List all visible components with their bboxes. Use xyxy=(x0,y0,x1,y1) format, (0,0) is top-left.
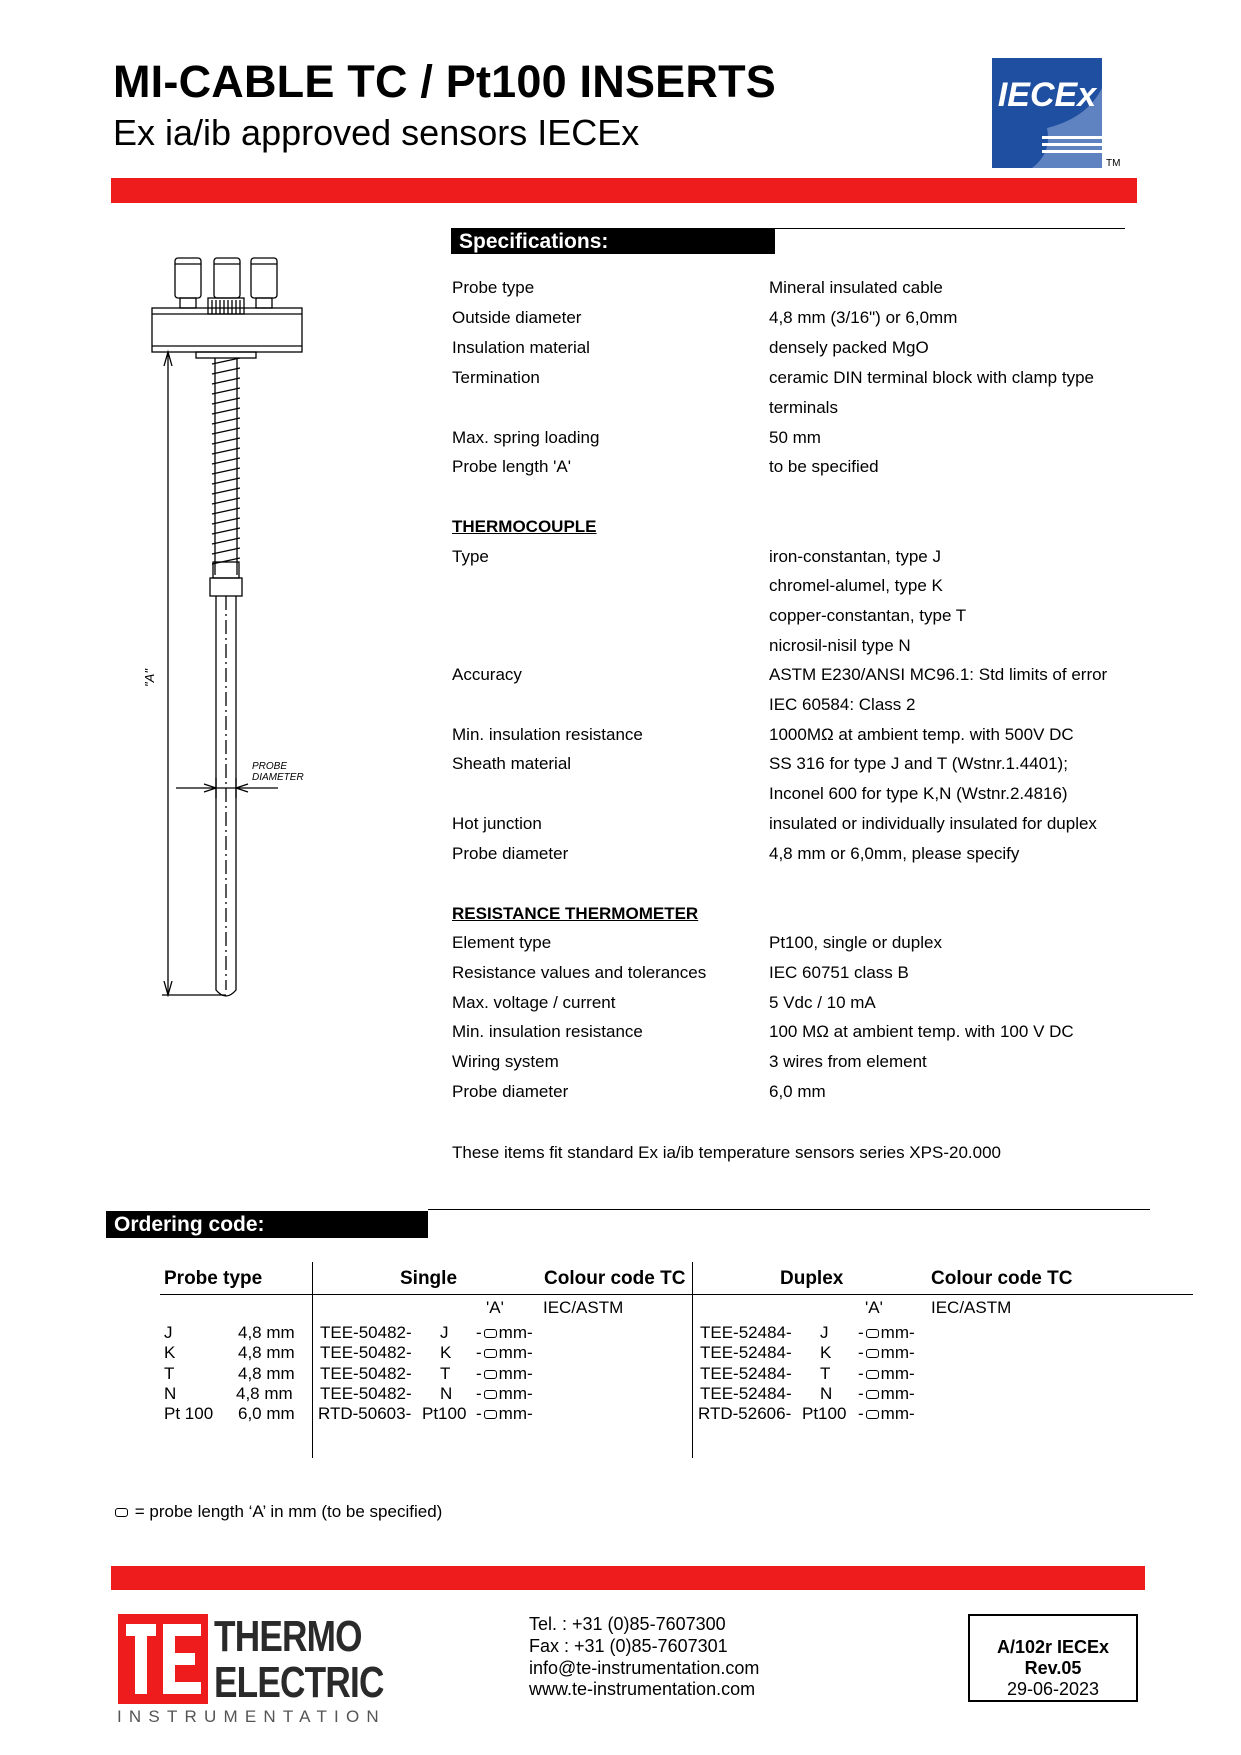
spec-label: Accuracy xyxy=(452,665,522,684)
order-dash: - xyxy=(858,1384,864,1403)
order-mm: mm- xyxy=(880,1364,915,1383)
spec-label: Min. insulation resistance xyxy=(452,1022,643,1041)
footer-red-bar xyxy=(111,1566,1145,1590)
order-dash: - xyxy=(476,1343,482,1362)
order-type: T xyxy=(164,1364,175,1383)
doc-revision: Rev.05 xyxy=(1024,1658,1082,1678)
col-colour-duplex: Colour code TC xyxy=(931,1268,1073,1289)
order-dash: - xyxy=(476,1323,482,1342)
specifications-heading: Specifications: xyxy=(451,228,775,254)
order-duplex-code: RTD-52606- xyxy=(698,1404,792,1423)
page-title: MI-CABLE TC / Pt100 INSERTS xyxy=(113,56,776,107)
header-red-bar xyxy=(111,178,1137,203)
spec-row xyxy=(0,547,1241,577)
order-mm: mm- xyxy=(880,1343,915,1362)
spec-label: Probe diameter xyxy=(452,844,569,863)
probe-diameter-label-1: PROBE xyxy=(252,761,288,772)
spec-row xyxy=(0,725,1241,755)
col-colour-single: Colour code TC xyxy=(544,1268,686,1289)
order-single-code: RTD-50603- xyxy=(318,1404,412,1423)
spec-row xyxy=(0,278,1241,308)
order-dash: - xyxy=(476,1364,482,1383)
length-box-icon xyxy=(484,1370,497,1379)
order-mm: mm- xyxy=(498,1343,533,1362)
spec-row xyxy=(0,844,1241,874)
length-box-icon xyxy=(866,1349,879,1358)
order-duplex-suffix: J xyxy=(820,1323,829,1342)
iecex-logo-text: IECEx xyxy=(997,76,1097,114)
length-legend-text: = probe length ‘A’ in mm (to be specified) xyxy=(134,1502,443,1521)
spec-row xyxy=(0,1022,1241,1052)
order-single-suffix: Pt100 xyxy=(422,1404,467,1423)
spec-value: 50 mm xyxy=(769,428,821,447)
spec-value: 6,0 mm xyxy=(769,1082,826,1101)
length-box-icon xyxy=(484,1349,497,1358)
length-box-icon xyxy=(484,1390,497,1399)
ordering-heading: Ordering code: xyxy=(106,1211,428,1238)
order-dia: 4,8 mm xyxy=(236,1384,293,1403)
col-single: Single xyxy=(400,1268,458,1289)
spec-value: 4,8 mm (3/16") or 6,0mm xyxy=(769,308,958,327)
order-type: N xyxy=(164,1384,177,1403)
order-dash: - xyxy=(476,1384,482,1403)
order-single-length xyxy=(476,1404,533,1424)
page-subtitle: Ex ia/ib approved sensors IECEx xyxy=(113,112,640,153)
length-box-icon xyxy=(866,1329,879,1338)
order-type: J xyxy=(164,1323,173,1342)
spec-value: nicrosil-nisil type N xyxy=(769,636,911,655)
spec-label: Probe type xyxy=(452,278,535,297)
spec-label: Probe length 'A' xyxy=(452,457,571,476)
spec-row xyxy=(0,993,1241,1023)
spec-value: Pt100, single or duplex xyxy=(769,933,942,952)
contact-email[interactable]: info@te-instrumentation.com xyxy=(529,1658,760,1678)
order-duplex-suffix: K xyxy=(820,1343,832,1362)
doc-date: 29-06-2023 xyxy=(1006,1679,1100,1699)
order-duplex-length xyxy=(858,1323,915,1343)
order-type: K xyxy=(164,1343,176,1362)
sub-a-single: 'A' xyxy=(486,1298,504,1317)
doc-id: A/102r IECEx xyxy=(996,1637,1110,1657)
order-duplex-suffix: N xyxy=(820,1384,833,1403)
rtd-heading: RESISTANCE THERMOMETER xyxy=(452,904,699,923)
spec-row xyxy=(0,665,1241,695)
order-mm: mm- xyxy=(498,1404,533,1423)
order-mm: mm- xyxy=(498,1364,533,1383)
order-single-suffix: K xyxy=(440,1343,452,1362)
length-box-icon xyxy=(484,1329,497,1338)
order-dash: - xyxy=(858,1323,864,1342)
length-box-icon xyxy=(866,1390,879,1399)
ordering-divider-2 xyxy=(692,1262,693,1458)
spec-label: Outside diameter xyxy=(452,308,582,327)
order-duplex-code: TEE-52484- xyxy=(700,1343,792,1362)
length-box-icon xyxy=(115,1508,128,1517)
order-single-suffix: N xyxy=(440,1384,453,1403)
brand-instrumentation: INSTRUMENTATION xyxy=(117,1707,386,1726)
order-type: Pt 100 xyxy=(164,1404,214,1423)
spec-row xyxy=(0,308,1241,338)
spec-row xyxy=(0,1082,1241,1112)
series-fit-note: These items fit standard Ex ia/ib temperature sensors series XPS-20.000 xyxy=(452,1143,1001,1162)
order-single-suffix: J xyxy=(440,1323,449,1342)
ordering-rule xyxy=(428,1209,1150,1210)
spec-value: IEC 60584: Class 2 xyxy=(769,695,916,714)
contact-website[interactable]: www.te-instrumentation.com xyxy=(529,1679,756,1699)
thermocouple-heading: THERMOCOUPLE xyxy=(452,517,597,536)
spec-row xyxy=(0,636,1241,666)
order-single-length xyxy=(476,1323,533,1343)
spec-value: 100 MΩ at ambient temp. with 100 V DC xyxy=(769,1022,1074,1041)
order-mm: mm- xyxy=(880,1323,915,1342)
contact-fax: Fax : +31 (0)85-7607301 xyxy=(529,1636,728,1656)
spec-label: Type xyxy=(452,547,489,566)
order-single-code: TEE-50482- xyxy=(320,1384,412,1403)
thermo-electric-logo xyxy=(118,1614,208,1704)
spec-label: Max. spring loading xyxy=(452,428,600,447)
spec-row xyxy=(0,695,1241,725)
order-dash: - xyxy=(476,1404,482,1423)
ordering-divider-1 xyxy=(312,1262,313,1458)
spec-value: iron-constantan, type J xyxy=(769,547,941,566)
order-dia: 4,8 mm xyxy=(238,1343,295,1362)
order-single-length xyxy=(476,1364,533,1384)
order-dia: 4,8 mm xyxy=(238,1364,295,1383)
spec-row xyxy=(0,754,1241,784)
spec-label: Insulation material xyxy=(452,338,590,357)
spec-row xyxy=(0,933,1241,963)
contact-tel: Tel. : +31 (0)85-7607300 xyxy=(529,1614,726,1634)
length-box-icon xyxy=(484,1410,497,1419)
dimension-a-label: "A" xyxy=(142,669,157,687)
spec-row xyxy=(0,814,1241,844)
spec-value: SS 316 for type J and T (Wstnr.1.4401); xyxy=(769,754,1068,773)
spec-label: Resistance values and tolerances xyxy=(452,963,707,982)
ordering-header-rule xyxy=(160,1294,1193,1295)
spec-label: Probe diameter xyxy=(452,1082,569,1101)
spec-value: terminals xyxy=(769,398,838,417)
trademark-mark: TM xyxy=(1106,158,1121,169)
spec-value: 1000MΩ at ambient temp. with 500V DC xyxy=(769,725,1074,744)
order-duplex-length xyxy=(858,1364,915,1384)
sub-iec-single: IEC/ASTM xyxy=(543,1298,624,1317)
length-box-icon xyxy=(866,1370,879,1379)
spec-row xyxy=(0,457,1241,487)
spec-row xyxy=(0,606,1241,636)
order-single-suffix: T xyxy=(440,1364,451,1383)
logo-mark-text: TE xyxy=(163,1703,165,1704)
spec-row xyxy=(0,398,1241,428)
spec-row xyxy=(0,1052,1241,1082)
order-single-code: TEE-50482- xyxy=(320,1364,412,1383)
order-mm: mm- xyxy=(498,1384,533,1403)
length-box-icon xyxy=(866,1410,879,1419)
order-duplex-length xyxy=(858,1404,915,1424)
order-mm: mm- xyxy=(880,1404,915,1423)
order-mm: mm- xyxy=(880,1384,915,1403)
order-single-code: TEE-50482- xyxy=(320,1343,412,1362)
order-dia: 6,0 mm xyxy=(238,1404,295,1423)
order-dash: - xyxy=(858,1364,864,1383)
spec-value: insulated or individually insulated for duplex xyxy=(769,814,1097,833)
spec-value: ceramic DIN terminal block with clamp type xyxy=(769,368,1094,387)
spec-row xyxy=(0,784,1241,814)
probe-diameter-label-2: DIAMETER xyxy=(252,772,304,783)
spec-value: IEC 60751 class B xyxy=(769,963,909,982)
specifications-rule xyxy=(775,228,1125,229)
order-duplex-code: TEE-52484- xyxy=(700,1323,792,1342)
order-duplex-suffix: T xyxy=(820,1364,831,1383)
order-duplex-code: TEE-52484- xyxy=(700,1364,792,1383)
order-mm: mm- xyxy=(498,1323,533,1342)
length-legend xyxy=(113,1502,442,1522)
order-single-length xyxy=(476,1343,533,1363)
spec-value: densely packed MgO xyxy=(769,338,929,357)
spec-value: Inconel 600 for type K,N (Wstnr.2.4816) xyxy=(769,784,1068,803)
spec-label: Min. insulation resistance xyxy=(452,725,643,744)
spec-value: copper-constantan, type T xyxy=(769,606,967,625)
order-single-code: TEE-50482- xyxy=(320,1323,412,1342)
spec-row xyxy=(0,576,1241,606)
order-duplex-suffix: Pt100 xyxy=(802,1404,847,1423)
brand-electric: ELECTRIC xyxy=(214,1658,384,1707)
spec-value: 4,8 mm or 6,0mm, please specify xyxy=(769,844,1020,863)
spec-label: Hot junction xyxy=(452,814,542,833)
spec-value: ASTM E230/ANSI MC96.1: Std limits of error xyxy=(769,665,1108,684)
order-dash: - xyxy=(858,1343,864,1362)
spec-value: to be specified xyxy=(769,457,879,476)
order-dash: - xyxy=(858,1404,864,1423)
order-single-length xyxy=(476,1384,533,1404)
spec-row xyxy=(0,963,1241,993)
spec-row xyxy=(0,428,1241,458)
order-duplex-code: TEE-52484- xyxy=(700,1384,792,1403)
spec-label: Max. voltage / current xyxy=(452,993,616,1012)
sub-iec-duplex: IEC/ASTM xyxy=(931,1298,1012,1317)
spec-label: Element type xyxy=(452,933,552,952)
order-duplex-length xyxy=(858,1384,915,1404)
col-probe-type: Probe type xyxy=(164,1268,263,1289)
spec-label: Termination xyxy=(452,368,540,387)
brand-thermo: THERMO xyxy=(214,1612,362,1661)
iecex-logo xyxy=(992,58,1102,168)
sub-a-duplex: 'A' xyxy=(865,1298,883,1317)
order-duplex-length xyxy=(858,1343,915,1363)
spec-value: Mineral insulated cable xyxy=(769,278,943,297)
spec-value: 5 Vdc / 10 mA xyxy=(769,993,876,1012)
spec-value: 3 wires from element xyxy=(769,1052,927,1071)
document-id-box xyxy=(968,1614,1138,1702)
col-duplex: Duplex xyxy=(780,1268,844,1289)
spec-row xyxy=(0,368,1241,398)
spec-label: Sheath material xyxy=(452,754,572,773)
spec-label: Wiring system xyxy=(452,1052,559,1071)
spec-row xyxy=(0,338,1241,368)
order-dia: 4,8 mm xyxy=(238,1323,295,1342)
spec-value: chromel-alumel, type K xyxy=(769,576,943,595)
